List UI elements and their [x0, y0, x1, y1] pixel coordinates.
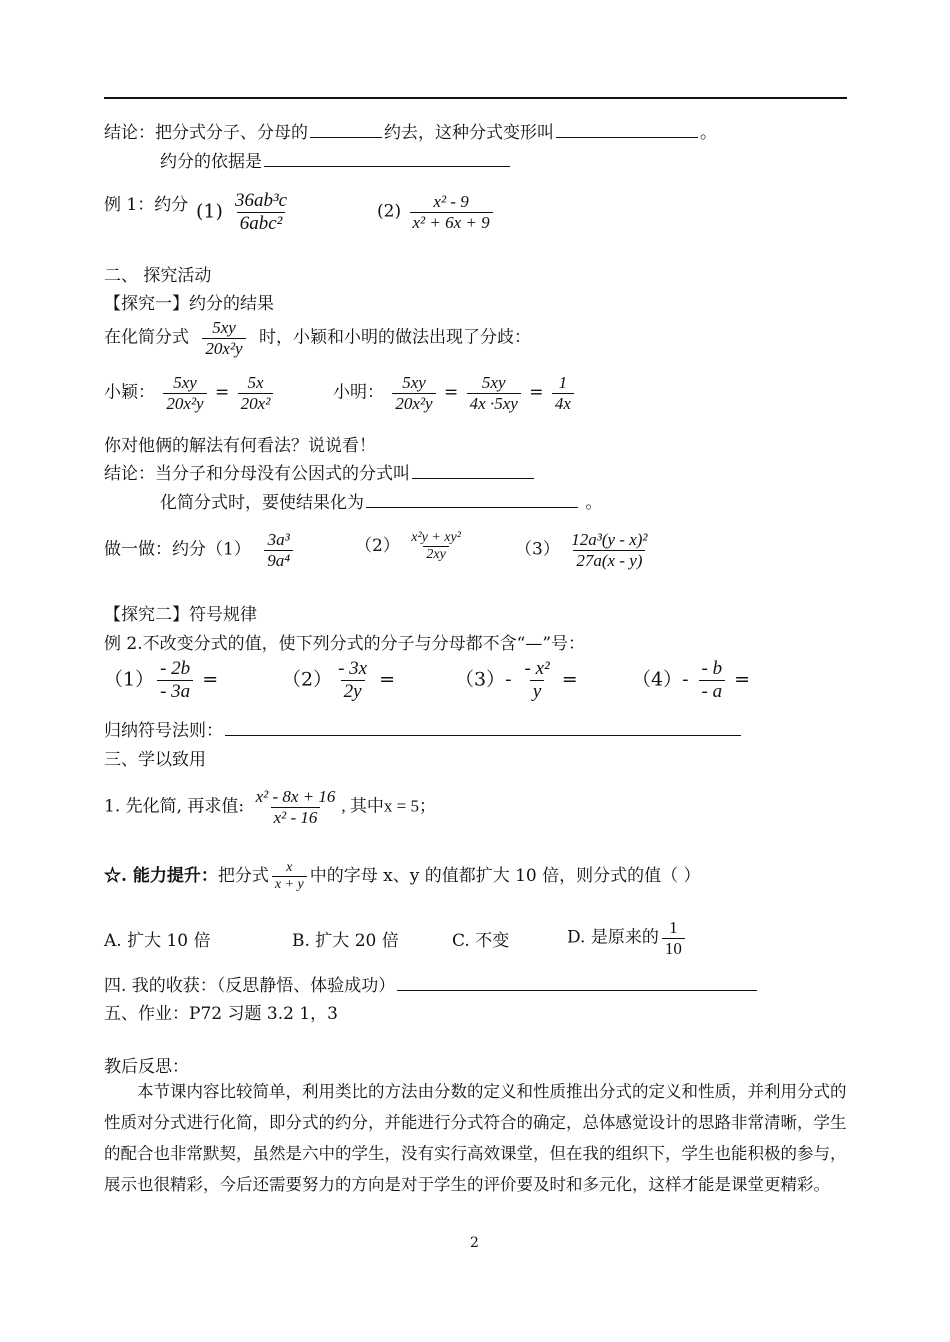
blank — [264, 165, 510, 167]
part-number: (2) — [377, 201, 402, 222]
equals: = — [734, 668, 751, 691]
denominator: 20x²y — [202, 338, 245, 359]
part-number: （2） — [282, 668, 333, 691]
fraction — [552, 373, 574, 413]
condition: , 其中x = 5 — [341, 796, 419, 816]
option-c: C. 不变 — [452, 931, 510, 951]
denominator: 4x ·5xy — [467, 393, 521, 414]
xiaoming-label: 小明： — [333, 382, 384, 403]
explore-2-heading: 【探究二】符号规律 — [104, 605, 257, 625]
example-1-label: 例 1：约分 — [104, 195, 189, 215]
denominator: 20x² — [238, 393, 274, 414]
numerator: x² - 9 — [433, 192, 469, 211]
conclusion-1 — [104, 118, 717, 143]
try-it-part3 — [515, 530, 654, 570]
fraction — [232, 190, 290, 235]
basis-text: 约分的依据是 — [160, 152, 262, 172]
fraction — [272, 860, 307, 893]
option-b: B. 扩大 20 倍 — [292, 931, 399, 951]
equals: = — [202, 668, 219, 691]
part-number: （3） — [515, 539, 560, 560]
section-5-homework: 五、作业：P72 习题 3.2 1，3 — [104, 1004, 338, 1024]
blank — [397, 989, 757, 991]
question-1-text: 1. 先化简, 再求值: — [104, 796, 245, 817]
denominator: 20x²y — [392, 393, 435, 414]
question-1 — [104, 787, 436, 827]
denominator: y — [530, 680, 544, 703]
denominator: - a — [699, 680, 726, 703]
explore-1-heading: 【探究一】约分的结果 — [104, 294, 274, 314]
conclusion-2-second — [160, 488, 602, 513]
minus-sign: - — [505, 668, 512, 691]
part-number: （1） — [104, 668, 155, 691]
page-number: 2 — [470, 1235, 479, 1251]
sign-item-4 — [632, 658, 750, 703]
numerator: - 2b — [160, 658, 191, 679]
numerator: 12a³(y - x)² — [571, 530, 648, 549]
denominator: 9a⁴ — [264, 550, 293, 571]
conclusion-1-period: 。 — [700, 123, 717, 143]
fraction — [408, 530, 464, 563]
ability-line — [104, 860, 701, 893]
option-d — [567, 918, 688, 958]
fraction — [699, 658, 726, 703]
numerator: - 3x — [338, 658, 368, 679]
blank — [310, 136, 382, 138]
denominator: x² + 6x + 9 — [410, 212, 493, 233]
conclusion-2-text-b: 化简分式时，要使结果化为 — [160, 493, 364, 513]
simplify-text-b: 时，小颖和小明的做法出现了分歧： — [259, 327, 531, 348]
rule-text: 归纳符号法则： — [104, 721, 223, 741]
fraction — [467, 373, 521, 413]
example-1 — [104, 190, 188, 215]
equals: = — [215, 382, 230, 403]
xiaoming-solution — [333, 373, 577, 413]
denominator: 27a(x - y) — [573, 550, 645, 571]
numerator: 3a³ — [267, 530, 290, 549]
equals: = — [379, 668, 396, 691]
option-a: A. 扩大 10 倍 — [104, 931, 211, 951]
numerator: - b — [701, 658, 723, 679]
conclusion-2 — [104, 459, 536, 484]
fraction — [335, 658, 370, 703]
fraction — [392, 373, 435, 413]
equals: = — [561, 668, 578, 691]
denominator: x² - 16 — [271, 807, 321, 828]
denominator: 10 — [662, 938, 685, 959]
header-rule — [104, 97, 847, 99]
try-it-label: 做一做：约分（1） — [104, 539, 251, 560]
part-number: （4） — [632, 668, 683, 691]
fraction — [253, 787, 339, 827]
section-4-text: 四. 我的收获：（反思静悟、体验成功） — [104, 976, 396, 996]
denominator: 6abc² — [237, 212, 286, 235]
simplify-line — [104, 318, 531, 358]
xiaoying-solution — [104, 373, 276, 413]
numerator: 5xy — [212, 318, 236, 337]
fraction — [662, 918, 685, 958]
conclusion-1-text-b: 约去，这种分式变形叫 — [384, 123, 554, 143]
conclusion-2-text: 结论：当分子和分母没有公因式的分式叫 — [104, 464, 410, 484]
numerator: x²y + xy² — [411, 530, 461, 545]
conclusion-2-period: 。 — [585, 493, 603, 513]
option-d-text: D. 是原来的 — [567, 927, 659, 948]
basis-line — [160, 147, 512, 172]
denominator: 4x — [552, 393, 574, 414]
numerator: x — [286, 860, 293, 875]
conclusion-1-text: 结论：把分式分子、分母的 — [104, 123, 308, 143]
denominator: 2xy — [423, 546, 448, 563]
reflection-title: 教后反思： — [104, 1057, 189, 1077]
part-number: （2） — [355, 536, 400, 557]
question-text: 你对他俩的解法有何看法？说说看！ — [104, 436, 376, 456]
fraction — [522, 658, 553, 703]
denominator: x + y — [272, 876, 307, 893]
simplify-text: 在化简分式 — [104, 327, 189, 348]
blank — [412, 477, 534, 479]
section-4 — [104, 971, 759, 996]
blank — [225, 734, 741, 736]
denominator: 2y — [341, 680, 365, 703]
semicolon: ； — [419, 796, 436, 817]
blank — [366, 506, 578, 508]
try-it-line — [104, 530, 296, 570]
fraction — [157, 658, 193, 703]
sign-item-3 — [455, 658, 578, 703]
section-2-heading: 二、 探究活动 — [104, 266, 212, 286]
numerator: x² - 8x + 16 — [255, 787, 336, 806]
fraction — [163, 373, 206, 413]
numerator: 5xy — [481, 373, 506, 392]
numerator: 5x — [247, 373, 264, 392]
ability-text: 把分式 — [217, 866, 269, 887]
fraction — [410, 192, 493, 232]
numerator: 5xy — [173, 373, 197, 392]
part-number: （3） — [455, 668, 506, 691]
denominator: 20x²y — [163, 393, 206, 414]
ability-text-b: 中的字母 x、y 的值都扩大 10 倍，则分式的值（ ） — [309, 866, 701, 887]
example-1-part1 — [196, 190, 293, 235]
numerator: 5xy — [402, 373, 426, 392]
example-2-text: 例 2.不改变分式的值，使下列分式的分子与分母都不含“—”号： — [104, 634, 586, 654]
numerator: 36ab³c — [234, 190, 288, 211]
xiaoying-label: 小颖： — [104, 382, 155, 403]
equals: = — [444, 382, 459, 403]
denominator: - 3a — [157, 680, 193, 703]
rule-line — [104, 716, 743, 741]
numerator: 1 — [669, 918, 678, 937]
part-number: (1) — [196, 200, 223, 223]
fraction — [238, 373, 274, 413]
fraction — [202, 318, 245, 358]
reflection-body: 本节课内容比较简单，利用类比的方法由分数的定义和性质推出分式的定义和性质，并利用分式的性质对分式进行化简，即分式的约分，并能进行分式符合的确定，总体感觉设计的思路非常清晰，学生的配合也非常默契，虽然是六中的学生，没有实行高效课堂，但在我的组织下，学生也能积极的参与，展示也很精彩，今后还需要努力的方向是对于学生的评价要及时和多元化，这样才能是课堂更精彩。 — [104, 1082, 847, 1194]
ability-label: ☆. 能力提升： — [104, 866, 218, 887]
fraction — [568, 530, 650, 570]
numerator: - x² — [524, 658, 550, 679]
sign-item-2 — [282, 658, 395, 703]
sign-item-1 — [104, 658, 218, 703]
try-it-part2 — [355, 530, 467, 563]
section-3-heading: 三、学以致用 — [104, 750, 206, 770]
fraction — [264, 530, 293, 570]
equals: = — [529, 382, 544, 403]
minus-sign: - — [682, 668, 689, 691]
blank — [556, 136, 698, 138]
numerator: 1 — [558, 373, 568, 392]
example-1-part2 — [377, 192, 496, 232]
